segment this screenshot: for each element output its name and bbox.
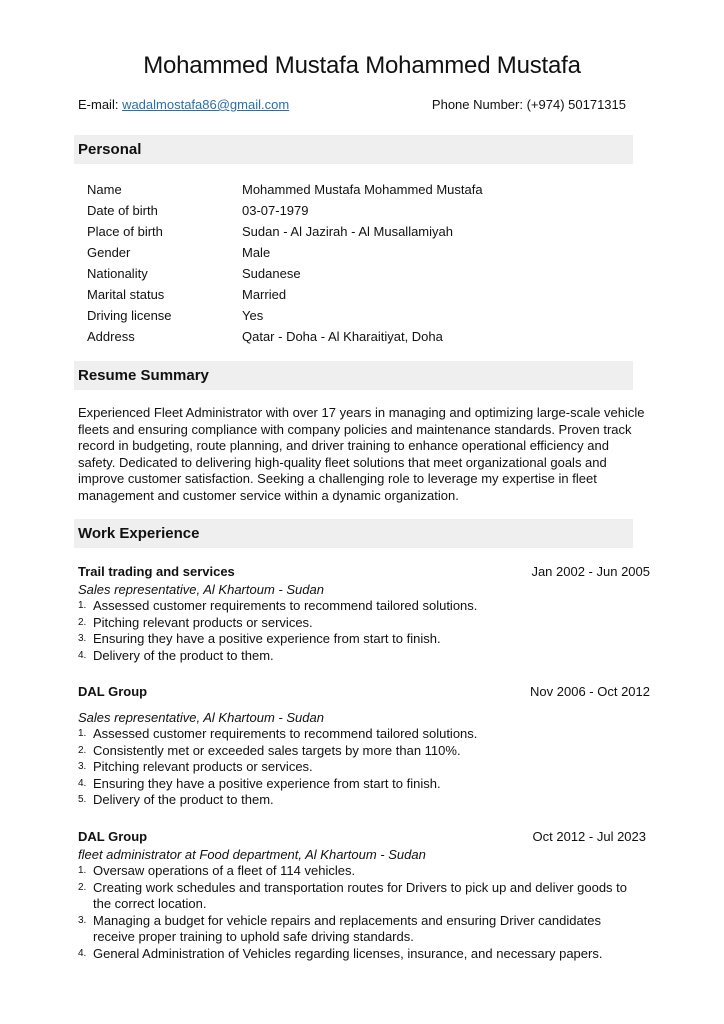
job-role: fleet administrator at Food department, Al Khartoum - Sudan bbox=[78, 847, 426, 862]
job-header bbox=[78, 683, 650, 701]
personal-value: Male bbox=[242, 245, 271, 260]
phone-label: Phone Number: bbox=[431, 97, 527, 112]
duty-number: 1. bbox=[78, 600, 87, 611]
section-header-personal: Personal bbox=[74, 135, 633, 164]
email-block bbox=[78, 97, 289, 112]
duty-text: Pitching relevant products or services. bbox=[93, 759, 313, 775]
phone-block bbox=[432, 97, 626, 112]
phone-value: (+974) 50171315 bbox=[526, 97, 626, 112]
duty-number: 1. bbox=[78, 865, 87, 876]
job-dates: Jan 2002 - Jun 2005 bbox=[531, 564, 650, 579]
contact-row bbox=[78, 97, 626, 112]
duty-item bbox=[78, 913, 646, 946]
personal-value: Yes bbox=[242, 308, 264, 323]
job-dates: Oct 2012 - Jul 2023 bbox=[532, 829, 646, 844]
personal-value: 03-07-1979 bbox=[242, 203, 309, 218]
duty-text: Delivery of the product to them. bbox=[93, 647, 274, 663]
personal-value: Qatar - Doha - Al Kharaitiyat, Doha bbox=[242, 329, 443, 344]
duty-item bbox=[78, 946, 646, 963]
duty-text: Managing a budget for vehicle repairs and replacements and ensuring Driver candidates receive proper training to uphold safe driving standards. bbox=[93, 912, 602, 945]
job-entry bbox=[78, 563, 650, 664]
duty-number: 1. bbox=[78, 728, 87, 739]
duty-item bbox=[78, 792, 650, 809]
summary-text: Experienced Fleet Administrator with over 17 years in managing and optimizing large-scale vehicle fleets and ensuring compliance with company policies and maintenance standards. Proven track record in budgeting, route planning, and driver training to enhance operational efficiency and safety. Dedicated to delivering high-quality fleet solutions that meet organizational goals and improve customer satisfaction. Seeking a challenging role to leverage my expertise in fleet management and customer service within a dynamic organization. bbox=[78, 405, 645, 503]
personal-label: Marital status bbox=[87, 287, 165, 302]
personal-row bbox=[87, 326, 483, 347]
duty-item bbox=[78, 863, 646, 880]
company-name: DAL Group bbox=[78, 829, 148, 844]
email-label: E-mail: bbox=[78, 97, 123, 112]
personal-row bbox=[87, 284, 483, 305]
personal-row bbox=[87, 221, 483, 242]
duty-item bbox=[78, 615, 650, 632]
job-entry bbox=[78, 683, 650, 809]
company-name: DAL Group bbox=[78, 684, 148, 699]
duty-list bbox=[78, 598, 650, 664]
job-dates: Nov 2006 - Oct 2012 bbox=[530, 684, 650, 699]
duty-number: 4. bbox=[78, 777, 87, 789]
candidate-name: Mohammed Mustafa Mohammed Mustafa bbox=[143, 52, 581, 79]
duty-number: 3. bbox=[78, 761, 87, 773]
duty-item bbox=[78, 759, 650, 776]
personal-row bbox=[87, 179, 483, 200]
duty-text: General Administration of Vehicles regarding licenses, insurance, and necessary papers. bbox=[93, 945, 603, 961]
job-role: Sales representative, Al Khartoum - Sudan bbox=[78, 710, 324, 725]
personal-label: Address bbox=[87, 329, 135, 344]
job-header bbox=[78, 563, 650, 581]
personal-value: Sudanese bbox=[242, 266, 301, 281]
duty-text: Delivery of the product to them. bbox=[93, 792, 274, 808]
duty-text: Ensuring they have a positive experience from start to finish. bbox=[93, 775, 441, 791]
duty-item bbox=[78, 743, 650, 760]
section-header-work: Work Experience bbox=[74, 519, 633, 548]
duty-number: 2. bbox=[78, 744, 87, 756]
personal-details-table bbox=[87, 179, 483, 347]
duty-item bbox=[78, 598, 650, 615]
personal-row bbox=[87, 200, 483, 221]
email-link[interactable]: wadalmostafa86@gmail.com bbox=[122, 97, 290, 112]
personal-value: Sudan - Al Jazirah - Al Musallamiyah bbox=[242, 224, 453, 239]
personal-label: Gender bbox=[87, 245, 131, 260]
duty-list bbox=[78, 863, 646, 963]
personal-row bbox=[87, 305, 483, 326]
personal-row bbox=[87, 242, 483, 263]
duty-item bbox=[78, 776, 650, 793]
personal-value: Married bbox=[242, 287, 287, 302]
duty-text: Creating work schedules and transportation routes for Drivers to pick up and deliver goods to the correct location. bbox=[93, 879, 628, 912]
personal-label: Nationality bbox=[87, 266, 148, 281]
company-name: Trail trading and services bbox=[78, 564, 235, 579]
personal-label: Date of birth bbox=[87, 203, 158, 218]
duty-number: 3. bbox=[78, 633, 87, 645]
job-role: Sales representative, Al Khartoum - Sudan bbox=[78, 582, 324, 597]
duty-item bbox=[78, 648, 650, 665]
duty-number: 5. bbox=[78, 794, 87, 806]
duty-item bbox=[78, 726, 650, 743]
personal-value: Mohammed Mustafa Mohammed Mustafa bbox=[242, 182, 483, 197]
duty-item bbox=[78, 631, 650, 648]
duty-text: Consistently met or exceeded sales targets by more than 110%. bbox=[93, 742, 461, 758]
duty-number: 2. bbox=[78, 616, 87, 628]
duty-item bbox=[78, 880, 646, 913]
duty-text: Assessed customer requirements to recommend tailored solutions. bbox=[93, 726, 478, 741]
duty-text: Assessed customer requirements to recommend tailored solutions. bbox=[93, 598, 478, 613]
duty-list bbox=[78, 726, 650, 809]
section-header-summary: Resume Summary bbox=[74, 361, 633, 390]
duty-number: 2. bbox=[78, 881, 87, 893]
duty-text: Pitching relevant products or services. bbox=[93, 614, 313, 630]
personal-label: Place of birth bbox=[87, 224, 163, 239]
duty-number: 4. bbox=[78, 649, 87, 661]
personal-label: Driving license bbox=[87, 308, 172, 323]
duty-number: 3. bbox=[78, 914, 87, 926]
duty-text: Oversaw operations of a fleet of 114 vehicles. bbox=[93, 863, 356, 878]
duty-number: 4. bbox=[78, 947, 87, 959]
personal-row bbox=[87, 263, 483, 284]
job-header bbox=[78, 828, 646, 846]
personal-label: Name bbox=[87, 182, 122, 197]
duty-text: Ensuring they have a positive experience from start to finish. bbox=[93, 631, 441, 647]
job-entry bbox=[78, 828, 646, 963]
